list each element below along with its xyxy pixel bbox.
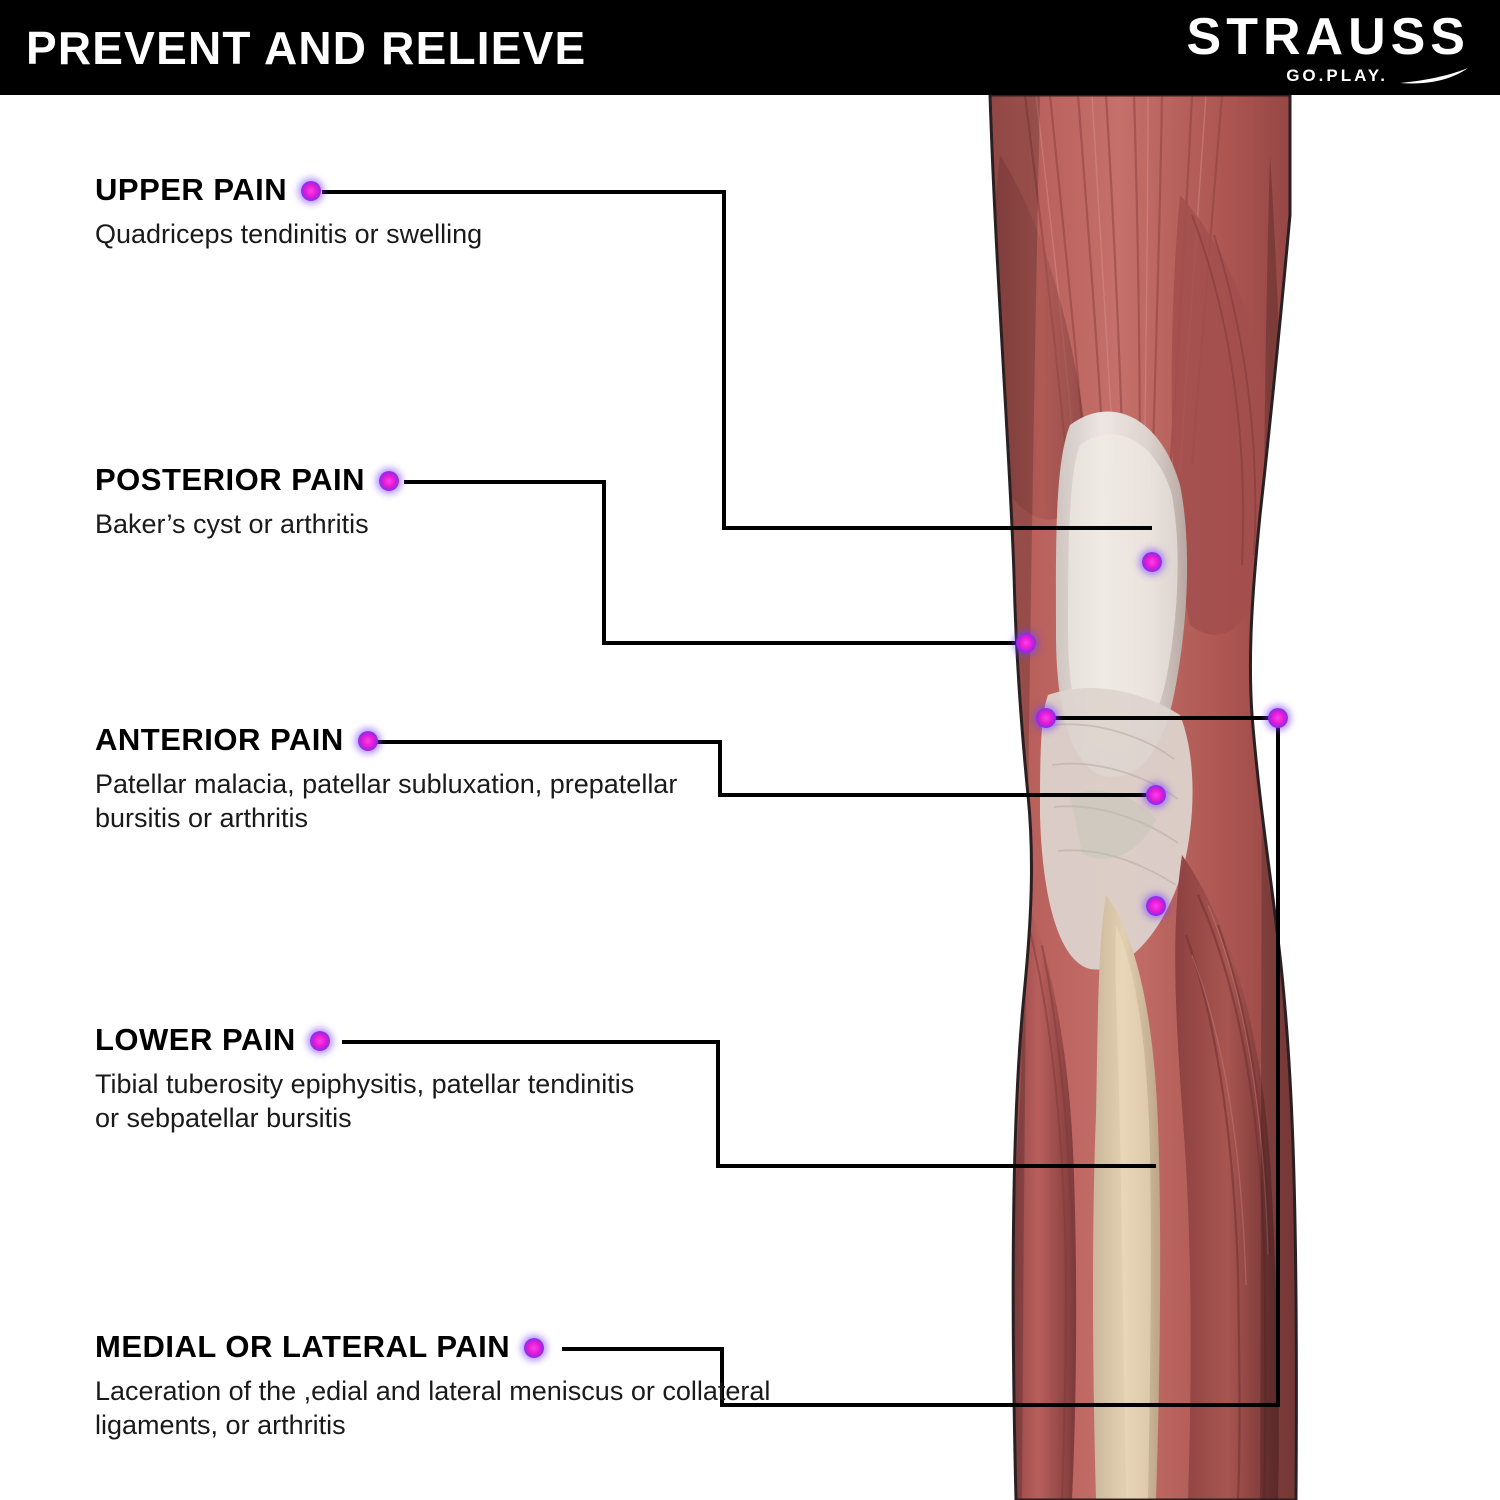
label-desc-medial-lateral-pain: Laceration of the ,edial and lateral meniscus or collateral ligaments, or arthritis bbox=[95, 1376, 771, 1440]
label-posterior-pain bbox=[95, 462, 399, 542]
pain-point-lateral[interactable] bbox=[1268, 708, 1288, 728]
knee-anatomy-illustration bbox=[930, 95, 1350, 1500]
label-title-anterior-pain: ANTERIOR PAIN bbox=[95, 722, 344, 757]
label-title-lower-pain: LOWER PAIN bbox=[95, 1022, 296, 1057]
label-desc-upper-pain: Quadriceps tendinitis or swelling bbox=[95, 219, 483, 249]
header-bar bbox=[0, 0, 1500, 95]
pain-point-posterior[interactable] bbox=[1016, 633, 1036, 653]
label-dot-upper-pain[interactable] bbox=[301, 181, 321, 201]
label-lower-pain bbox=[95, 1022, 665, 1136]
label-title-upper-pain: UPPER PAIN bbox=[95, 172, 288, 207]
pain-point-medial[interactable] bbox=[1036, 708, 1056, 728]
label-desc-anterior-pain: Patellar malacia, patellar subluxation, prepatellar bursitis or arthritis bbox=[95, 769, 678, 833]
brand-tagline: GO.PLAY. bbox=[1286, 66, 1388, 85]
label-dot-anterior-pain[interactable] bbox=[358, 731, 378, 751]
brand-name: STRAUSS bbox=[1186, 7, 1470, 66]
label-desc-posterior-pain: Baker’s cyst or arthritis bbox=[95, 509, 369, 539]
label-title-posterior-pain: POSTERIOR PAIN bbox=[95, 462, 365, 497]
label-upper-pain bbox=[95, 172, 482, 252]
label-medial-lateral-pain bbox=[95, 1329, 785, 1443]
label-dot-lower-pain[interactable] bbox=[310, 1031, 330, 1051]
pain-point-anterior[interactable] bbox=[1146, 785, 1166, 805]
label-title-medial-lateral-pain: MEDIAL OR LATERAL PAIN bbox=[95, 1329, 511, 1364]
pain-point-lower[interactable] bbox=[1146, 896, 1166, 916]
label-dot-posterior-pain[interactable] bbox=[379, 471, 399, 491]
pain-point-upper[interactable] bbox=[1142, 552, 1162, 572]
label-desc-lower-pain: Tibial tuberosity epiphysitis, patellar tendinitis or sebpatellar bursitis bbox=[95, 1069, 635, 1133]
page-title: PREVENT AND RELIEVE bbox=[26, 21, 587, 74]
label-dot-medial-lateral-pain[interactable] bbox=[524, 1338, 544, 1358]
brand-logo bbox=[1186, 7, 1470, 85]
label-anterior-pain bbox=[95, 722, 695, 836]
swoosh-icon bbox=[1398, 67, 1470, 85]
